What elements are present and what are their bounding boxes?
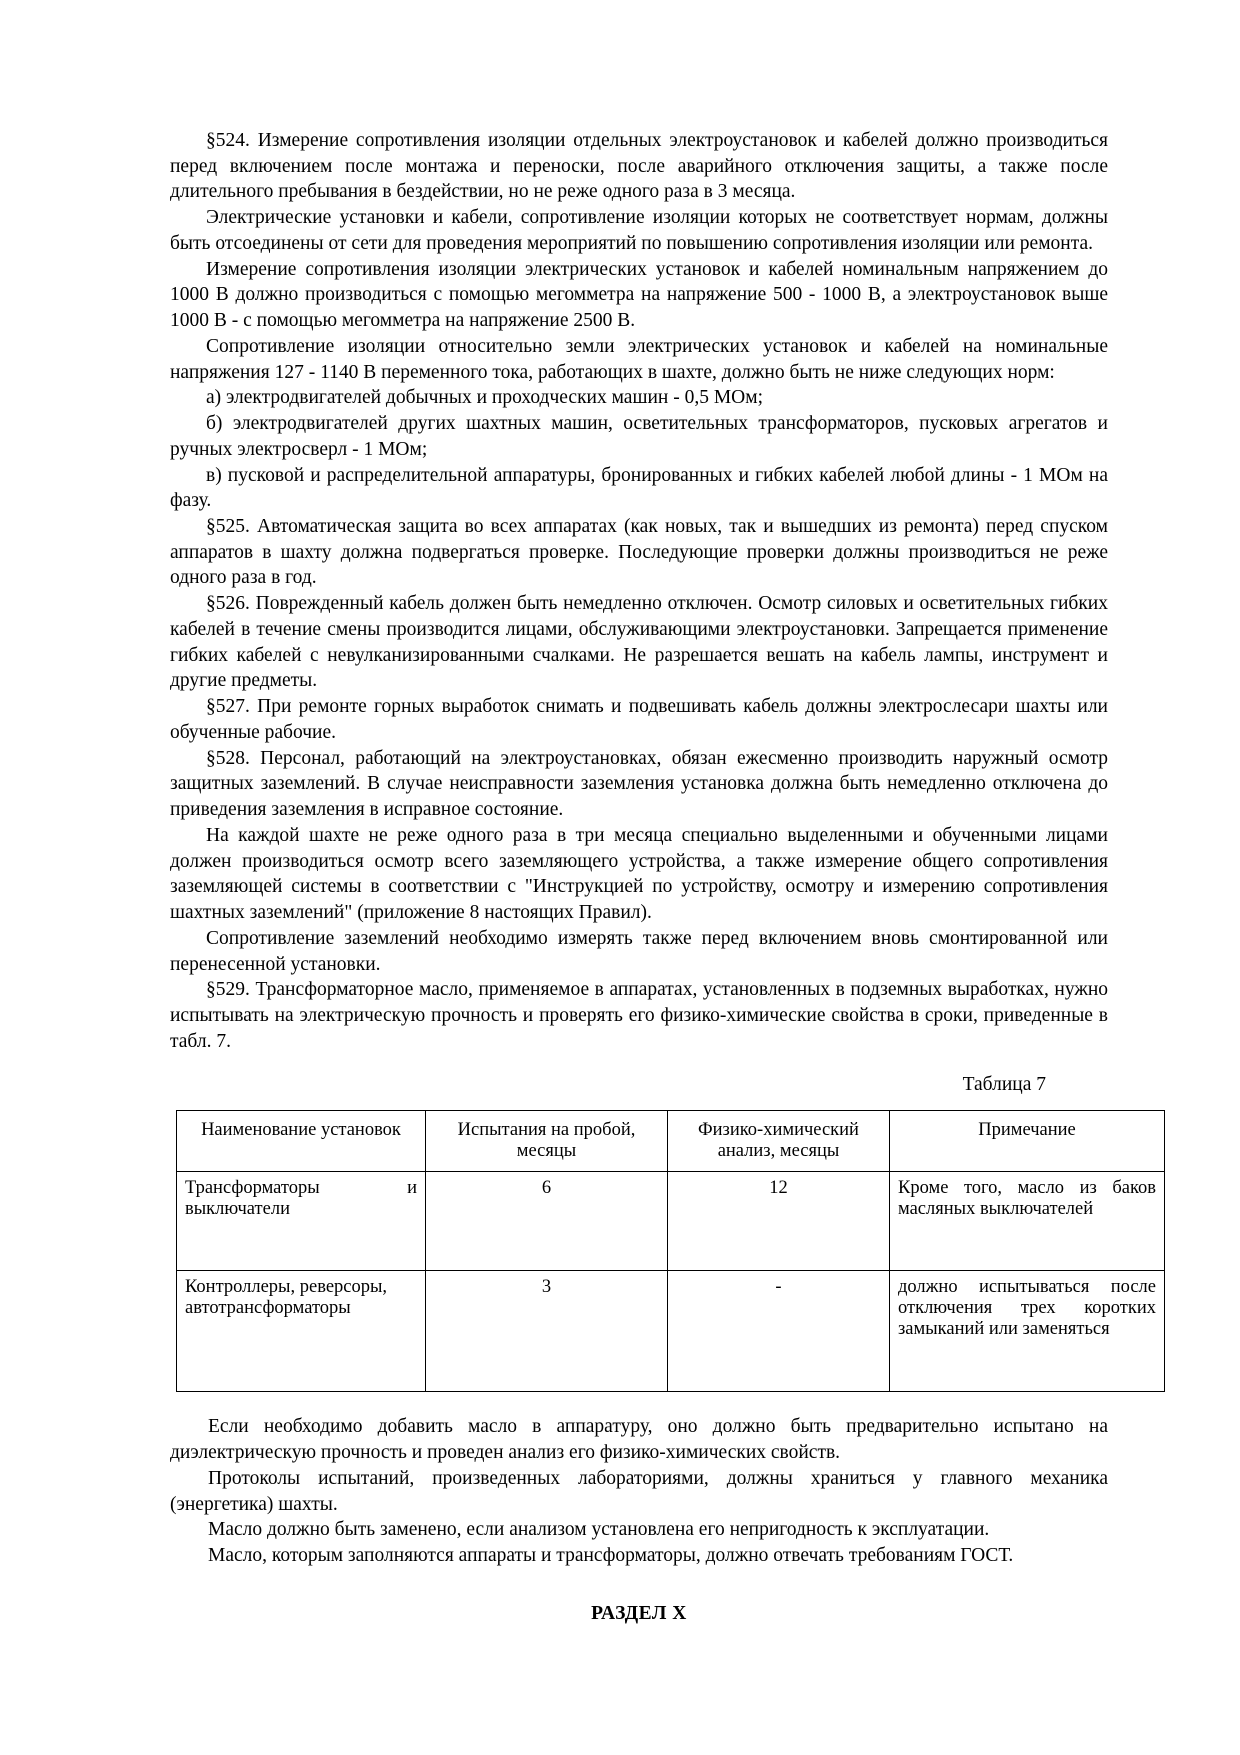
document-body (170, 128, 1108, 1054)
paragraph-megohmmeter: Измерение сопротивления изоляции электрических установок и кабелей номинальным напряжением до 1000 В должно производиться с помощью мегомметра на напряжение 500 - 1000 В, а электроустановок выше 1000 В - с помощью мегомметра на напряжение 2500 В. (170, 258, 1108, 332)
paragraph-524: §524. Измерение сопротивления изоляции отдельных электроустановок и кабелей должно производиться перед включением после монтажа и переноски, после аварийного отключения защиты, а также после длительного пребывания в бездействии, но не реже одного раза в 3 месяца. (170, 130, 1108, 203)
cell-breakdown: 6 (426, 1172, 668, 1271)
paragraph-gost: Масло, которым заполняются аппараты и трансформаторы, должно отвечать требованиям ГОСТ. (208, 1545, 1014, 1567)
paragraph-norms-intro: Сопротивление изоляции относительно земли электрических установок и кабелей на номинальные напряжения 127 - 1140 В переменного тока, работающих в шахте, должно быть не ниже следующих норм: (170, 335, 1108, 383)
section-heading: РАЗДЕЛ X (591, 1602, 687, 1624)
table-header-name: Наименование установок (177, 1111, 426, 1172)
table-row (177, 1172, 1165, 1271)
cell-analysis: - (668, 1271, 890, 1392)
paragraph-add-oil: Если необходимо добавить масло в аппаратуру, оно должно быть предварительно испытано на диэлектрическую прочность и проведен анализ его физико-химических свойств. (170, 1416, 1108, 1464)
cell-breakdown: 3 (426, 1271, 668, 1392)
document-body-after-table (170, 1414, 1108, 1568)
list-item-a: а) электродвигателей добычных и проходческих машин - 0,5 МОм; (206, 387, 764, 409)
cell-name: Контроллеры, реверсоры, автотрансформаторы (177, 1271, 426, 1392)
table-header-analysis: Физико-химический анализ, месяцы (668, 1111, 890, 1172)
oil-testing-table (176, 1110, 1165, 1392)
paragraph-526: §526. Поврежденный кабель должен быть немедленно отключен. Осмотр силовых и осветительных гибких кабелей в течение смены производится лицами, обслуживающими электроустановки. Запрещается применение гибких кабелей с невулканизированными счалками. Не разрешается вешать на кабель лампы, инструмент и другие предметы. (170, 593, 1108, 692)
list-item-v: в) пусковой и распределительной аппаратуры, бронированных и гибких кабелей любой длины - 1 МОм на фазу. (170, 464, 1108, 512)
table-row (177, 1271, 1165, 1392)
cell-note: должно испытываться после отключения трех коротких замыканий или заменяться (890, 1271, 1165, 1392)
list-item-b: б) электродвигателей других шахтных машин, осветительных трансформаторов, пусковых агрегатов и ручных электросверл - 1 МОм; (170, 413, 1108, 460)
paragraph-protocols: Протоколы испытаний, произведенных лабораториями, должны храниться у главного механика (энергетика) шахты. (170, 1467, 1108, 1515)
paragraph-527: §527. При ремонте горных выработок снимать и подвешивать кабель должны электрослесари шахты или обученные рабочие. (170, 696, 1108, 743)
cell-note: Кроме того, масло из баков масляных выключателей (890, 1172, 1165, 1271)
paragraph-insulation-disconnect: Электрические установки и кабели, сопротивление изоляции которых не соответствует нормам, должны быть отсоединены от сети для проведения мероприятий по повышению сопротивления изоляции или ремонта. (170, 207, 1108, 254)
cell-analysis: 12 (668, 1172, 890, 1271)
table-header-breakdown: Испытания на пробой, месяцы (426, 1111, 668, 1172)
paragraph-529: §529. Трансформаторное масло, применяемое в аппаратах, установленных в подземных выработках, нужно испытывать на электрическую прочность и проверять его физико-химические свойства в сроки, приведенные в табл. 7. (170, 979, 1108, 1052)
table-header-note: Примечание (890, 1111, 1165, 1172)
table-header-row (177, 1111, 1165, 1172)
paragraph-528: §528. Персонал, работающий на электроустановках, обязан ежесменно производить наружный осмотр защитных заземлений. В случае неисправности заземления установка должна быть немедленно отключена до приведения заземления в исправное состояние. (170, 747, 1108, 821)
table-caption: Таблица 7 (962, 1074, 1046, 1096)
paragraph-grounding-measure: Сопротивление заземлений необходимо измерять также перед включением вновь смонтированной или перенесенной установки. (170, 927, 1108, 975)
cell-name: Трансформаторы и выключатели (177, 1172, 426, 1271)
paragraph-replace-oil: Масло должно быть заменено, если анализом установлена его непригодность к эксплуатации. (208, 1519, 990, 1541)
paragraph-grounding-inspection: На каждой шахте не реже одного раза в три месяца специально выделенными и обученными лицами должен производиться осмотр всего заземляющего устройства, а также измерение общего сопротивления заземляющей системы в соответствии с "Инструкцией по устройству, осмотру и измерению сопротивления шахтных заземлений" (приложение 8 настоящих Правил). (170, 824, 1108, 924)
paragraph-525: §525. Автоматическая защита во всех аппаратах (как новых, так и вышедших из ремонта) перед спуском аппаратов в шахту должна подвергаться проверке. Последующие проверки должны производиться не реже одного раза в год. (170, 516, 1108, 589)
